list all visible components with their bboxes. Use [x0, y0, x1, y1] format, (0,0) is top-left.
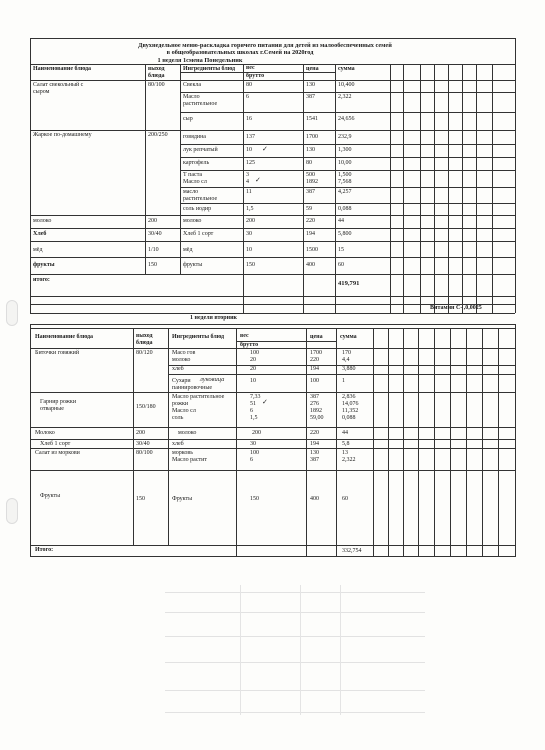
weight: 100 [250, 450, 259, 456]
ingredient-2: Масло растит [172, 457, 207, 463]
ingredient: хлеб [172, 366, 184, 372]
price: 220 [310, 430, 319, 436]
dish-output: 80/120 [136, 350, 153, 356]
col-header-weight: вес [240, 333, 249, 339]
col-header-weight: вес [246, 65, 255, 71]
col-header-output: выход блюда [136, 333, 153, 346]
col-header-brutto: брутто [246, 73, 265, 79]
total-label: итого: [33, 277, 50, 283]
price: 80 [306, 160, 312, 166]
dish-name: Гарнир рожки [40, 399, 77, 405]
sum: 13 [342, 450, 348, 456]
ingredient-2: рожки [172, 401, 189, 407]
price: 59 [306, 206, 312, 212]
weight: 150 [246, 262, 255, 268]
dish-name: Хлеб [33, 231, 47, 237]
sum: 5,8 [342, 441, 350, 447]
price-2: 276 [310, 401, 319, 407]
sum: 1,300 [338, 147, 352, 153]
ingredient: Сухари [172, 378, 191, 384]
sum-2: 2,322 [342, 457, 356, 463]
total-label: Итого: [35, 547, 54, 553]
weight: 150 [250, 496, 259, 502]
price-3: 1892 [310, 408, 322, 414]
sum: 5,800 [338, 231, 352, 237]
price: 387 [310, 394, 319, 400]
weight: 1,5 [246, 206, 254, 212]
ingredient-4: соль [172, 415, 184, 421]
price: 387 [306, 94, 315, 100]
dish-name: Салат из моркови [35, 450, 80, 456]
dish-name: молоко [33, 218, 52, 224]
dish-output: 150 [136, 496, 145, 502]
checkmark-icon: ✓ [262, 398, 268, 406]
weight: 16 [246, 116, 252, 122]
price-2: 1892 [306, 179, 318, 185]
weight-4: 1,5 [250, 415, 258, 421]
sum: 1,500 [338, 172, 352, 178]
sum: 4,257 [338, 189, 352, 195]
weight-3: 6 [250, 408, 253, 414]
dish-output: 200 [148, 218, 157, 224]
col-header-output: выход блюда [148, 66, 165, 79]
document-title-line1: Двухнедельное меню-раскладка горячего питания для детей из малообеспеченных семей [138, 42, 392, 49]
dish-name: Молоко [35, 430, 55, 436]
price: 194 [310, 366, 319, 372]
ingredient-2: Масло сл [183, 179, 207, 185]
ingredient: соль иодир [183, 206, 212, 212]
price-2: 387 [310, 457, 319, 463]
dish-name: фрукты [33, 262, 55, 268]
price: 500 [306, 172, 315, 178]
price: 1500 [306, 247, 318, 253]
weight: 20 [250, 366, 256, 372]
price: 387 [306, 189, 315, 195]
sum-2: 4,4 [342, 357, 350, 363]
ingredient-cont: паннировочные [172, 385, 213, 391]
ingredient: Масо гов [172, 350, 196, 356]
ingredient-cont: растительное [183, 196, 218, 202]
sum-3: 11,352 [342, 408, 359, 414]
weight: 200 [252, 430, 261, 436]
price: 100 [310, 378, 319, 384]
ingredient-3: Масло сл [172, 408, 196, 414]
dish-output: 200 [136, 430, 145, 436]
col-header-sum: сумма [338, 66, 355, 72]
price: 130 [306, 82, 315, 88]
price: 1541 [306, 116, 318, 122]
weight-2: 20 [250, 357, 256, 363]
sum-2: 7,568 [338, 179, 352, 185]
dish-output: 150/180 [136, 404, 156, 410]
dish-output: 150 [148, 262, 157, 268]
ingredient-2: молоко [172, 357, 191, 363]
price: 1700 [306, 134, 318, 140]
dish-output: 80/100 [148, 82, 165, 88]
price: 1700 [310, 350, 322, 356]
ingredient: Масло растительное [172, 394, 225, 400]
weight: 10 [246, 247, 252, 253]
ingredient: говядина [183, 134, 206, 140]
price: 130 [310, 450, 319, 456]
sum: 10,00 [338, 160, 352, 166]
weight: 6 [246, 94, 249, 100]
col-header-dish: Наименование блюда [33, 66, 91, 72]
weight: 137 [246, 134, 255, 140]
vitamin-note: Витамин С- ,0,0025 [430, 305, 482, 311]
punch-hole [6, 300, 18, 326]
price: 400 [310, 496, 319, 502]
sum: 10,400 [338, 82, 355, 88]
day-header-tuesday: 1 неделя вторник [190, 315, 238, 321]
dish-name: Фрукты [40, 493, 61, 499]
price-4: 59,00 [310, 415, 324, 421]
sum: 60 [338, 262, 344, 268]
ingredient: Масло [183, 94, 200, 100]
day-header-monday: 1 неделя 1смена Понедельник [157, 57, 243, 64]
col-header-brutto: брутто [240, 342, 259, 348]
weight: 30 [250, 441, 256, 447]
dish-output: 30/40 [136, 441, 150, 447]
weight-2: 6 [250, 457, 253, 463]
dish-output: 80/100 [136, 450, 153, 456]
sum: 3,880 [342, 366, 356, 372]
ingredient: Т паста [183, 172, 203, 178]
col-header-price: цена [306, 66, 319, 72]
dish-name-cont: сыром [33, 89, 50, 95]
handwritten-note: луковица [200, 376, 225, 383]
dish-name: Хлеб 1 сорт [40, 441, 71, 447]
sum: 44 [338, 218, 344, 224]
col-header-price: цена [310, 334, 323, 340]
ingredient: лук репчатый [183, 147, 218, 153]
total-sum: 332,754 [342, 548, 362, 554]
ingredient: фрукты [183, 262, 203, 268]
ingredient: Свекла [183, 82, 202, 88]
weight: 30 [246, 231, 252, 237]
col-header-dish: Наименование блюда [35, 334, 93, 340]
weight-2: 4 [246, 179, 249, 185]
sum: 15 [338, 247, 344, 253]
dish-output: 1/10 [148, 247, 159, 253]
sum: 170 [342, 350, 351, 356]
sum: 44 [342, 430, 348, 436]
ingredient: молоко [178, 430, 197, 436]
price: 220 [306, 218, 315, 224]
weight: 11 [246, 189, 252, 195]
price: 400 [306, 262, 315, 268]
ingredient: морковь [172, 450, 193, 456]
ingredient: сыр [183, 116, 193, 122]
weight: 7,33 [250, 394, 261, 400]
weight: 200 [246, 218, 255, 224]
sum-2: 14,076 [342, 401, 359, 407]
sum: 60 [342, 496, 348, 502]
weight: 3 [246, 172, 249, 178]
dish-output: 30/40 [148, 231, 162, 237]
dish-name: Салат свекольный с [33, 82, 84, 88]
total-sum: 419,791 [338, 280, 360, 287]
price: 194 [310, 441, 319, 447]
ingredient: хлеб [172, 441, 184, 447]
document-title-line2: в общеобразовательных школах г.Семей на 2020год [166, 49, 314, 56]
checkmark-icon: ✓ [255, 176, 261, 184]
weight: 100 [250, 350, 259, 356]
ingredient: мёд [183, 247, 193, 253]
ingredient: картофель [183, 160, 210, 166]
punch-hole [6, 498, 18, 524]
price: 194 [306, 231, 315, 237]
price-2: 220 [310, 357, 319, 363]
ingredient-cont: растительное [183, 101, 218, 107]
dish-name: мёд [33, 247, 43, 253]
weight: 10 [246, 147, 252, 153]
sum-4: 0,088 [342, 415, 356, 421]
weight-2: 51 [250, 401, 256, 407]
ingredient: масло [183, 189, 199, 195]
weight: 80 [246, 82, 252, 88]
sum: 2,836 [342, 394, 356, 400]
weight: 10 [250, 378, 256, 384]
ingredient: молоко [183, 218, 202, 224]
price: 130 [306, 147, 315, 153]
sum: 0,088 [338, 206, 352, 212]
col-header-sum: сумма [340, 334, 357, 340]
dish-name-cont: отварные [40, 406, 64, 412]
dish-name: Жаркое по-домашнему [33, 132, 92, 138]
sum: 2,322 [338, 94, 352, 100]
checkmark-icon: ✓ [262, 145, 268, 153]
col-header-ingredients: Ингредиенты блюд [183, 66, 236, 72]
dish-name: Биточки говяжий [35, 350, 80, 356]
col-header-ingredients: Ингредиенты блюд [172, 334, 225, 340]
sum: 1 [342, 378, 345, 384]
ingredient: Хлеб 1 сорт [183, 231, 214, 237]
weight: 125 [246, 160, 255, 166]
sum: 24,656 [338, 116, 355, 122]
ingredient: Фрукты [172, 496, 193, 502]
dish-output: 200/250 [148, 132, 168, 138]
sum: 232,9 [338, 134, 352, 140]
